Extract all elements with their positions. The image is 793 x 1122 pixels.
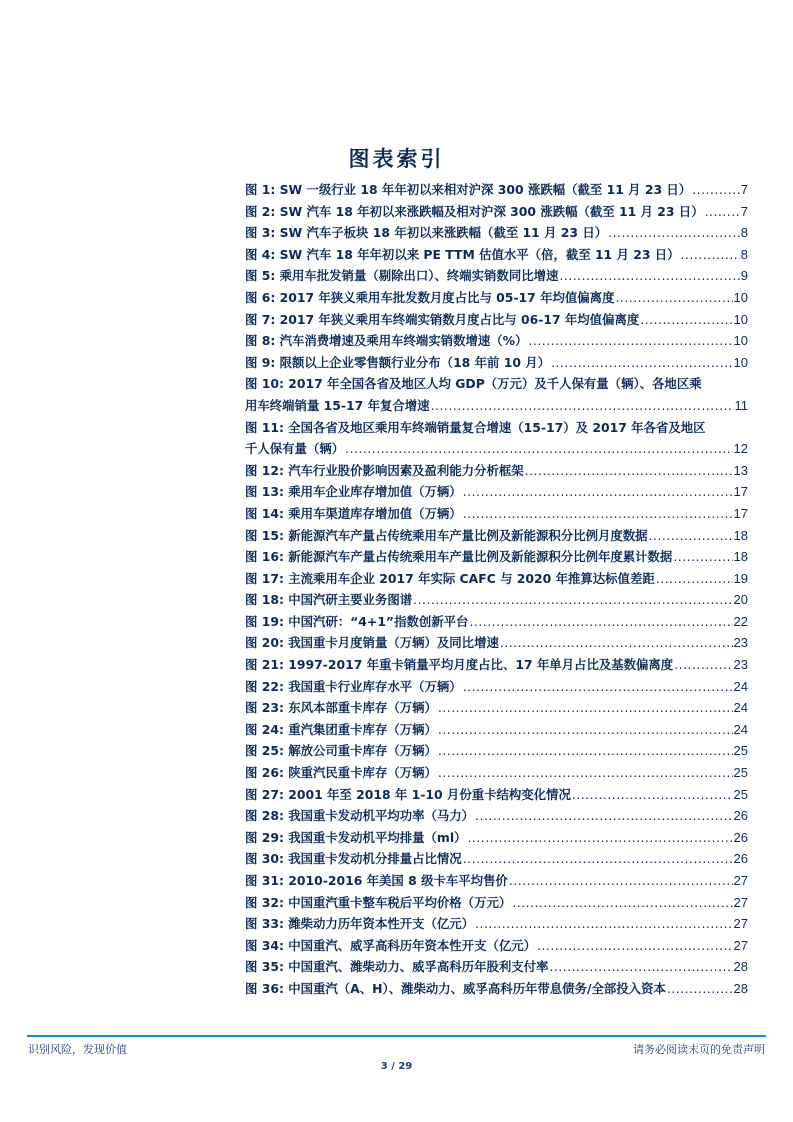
toc-entry-36[interactable] [245, 978, 748, 1000]
toc-entry-page: 10 [733, 354, 748, 370]
toc-entry-label: 图 18: 中国汽研主要业务图谱 [245, 592, 413, 608]
dot-leader [667, 978, 733, 1000]
toc-entry-label: 图 13: 乘用车企业库存增加值（万辆） [245, 484, 462, 500]
dot-leader [537, 935, 733, 957]
toc-entry-21[interactable] [245, 654, 748, 676]
toc-entry-5[interactable] [245, 265, 748, 287]
toc-entry-page: 20 [733, 592, 748, 608]
toc-entry-label: 图 19: 中国汽研：“4+1”指数创新平台 [245, 613, 469, 629]
dot-leader [463, 848, 733, 870]
dot-leader [438, 719, 733, 741]
toc-entry-page: 24 [733, 721, 748, 737]
toc-entry-29[interactable] [245, 827, 748, 849]
toc-entry-4[interactable] [245, 244, 748, 266]
toc-entry-label: 图 3: SW 汽车子板块 18 年初以来涨跌幅（截至 11 月 23 日） [245, 225, 608, 241]
footer-slogan: 识别风险，发现价值 [28, 1043, 127, 1056]
toc-entry-15[interactable] [245, 525, 748, 547]
toc-entry-28[interactable] [245, 805, 748, 827]
toc-entry-18[interactable] [245, 589, 748, 611]
dot-leader [438, 762, 733, 784]
toc-entry-label: 图 25: 解放公司重卡库存（万辆） [245, 743, 437, 759]
dot-leader [463, 503, 733, 525]
toc-entry-8[interactable] [245, 330, 748, 352]
toc-entry-page: 26 [733, 829, 748, 845]
toc-entry-page: 7 [740, 182, 748, 197]
dot-leader [413, 589, 732, 611]
toc-entry-page: 26 [733, 851, 748, 867]
toc-entry-label: 图 29: 我国重卡发动机平均排量（ml） [245, 829, 467, 845]
toc-entry-label: 图 16: 新能源汽车产量占传统乘用车产量比例及新能源积分比例年度累计数据 [245, 549, 673, 565]
toc-entry-label: 图 1: SW 一级行业 18 年年初以来相对沪深 300 涨跌幅（截至 11 月 23 日） [245, 182, 692, 197]
toc-entry-label: 图 8: 汽车消费增速及乘用车终端实销数增速（%） [245, 333, 528, 349]
toc-entry-13[interactable] [245, 481, 748, 503]
dot-leader [512, 892, 732, 914]
toc-entry-35[interactable] [245, 956, 748, 978]
dot-leader [345, 438, 732, 460]
toc-entry-label: 图 24: 重汽集团重卡库存（万辆） [245, 721, 437, 737]
dot-leader [673, 546, 732, 568]
toc-entry-page: 27 [733, 873, 748, 888]
toc-entry-2[interactable] [245, 201, 748, 223]
dot-leader [475, 913, 732, 935]
toc-entry-label: 图 31: 2010-2016 年美国 8 级卡车平均售价 [245, 873, 508, 888]
dot-leader [509, 870, 733, 892]
toc-entry-16[interactable] [245, 546, 748, 568]
toc-entry-31[interactable] [245, 870, 748, 892]
dot-leader [656, 568, 733, 590]
toc-entry-label: 图 20: 我国重卡月度销量（万辆）及同比增速 [245, 635, 499, 651]
toc-entry-page: 17 [733, 484, 748, 500]
toc-entry-1[interactable] [245, 179, 748, 201]
toc-entry-page: 27 [733, 916, 748, 932]
toc-entry-page: 25 [733, 765, 748, 781]
dot-leader [469, 611, 732, 633]
toc-entry-10[interactable] [245, 373, 748, 416]
toc-entry-page: 10 [733, 333, 748, 349]
toc-entry-label: 图 15: 新能源汽车产量占传统乘用车产量比例及新能源积分比例月度数据 [245, 527, 648, 543]
dot-leader [463, 481, 733, 503]
toc-entry-23[interactable] [245, 697, 748, 719]
toc-entry-page: 12 [733, 441, 748, 457]
toc-entry-label: 图 28: 我国重卡发动机平均功率（马力） [245, 808, 475, 824]
footer-disclaimer-link[interactable]: 请务必阅读末页的免责声明 [633, 1043, 765, 1056]
toc-entry-27[interactable] [245, 784, 748, 806]
toc-entry-26[interactable] [245, 762, 748, 784]
page-number: 3 / 29 [380, 1061, 413, 1072]
toc-entry-page: 26 [733, 808, 748, 824]
toc-entry-20[interactable] [245, 632, 748, 654]
toc-entry-label: 图 27: 2001 年至 2018 年 1-10 月份重卡结构变化情况 [245, 786, 571, 802]
toc-entry-9[interactable] [245, 352, 748, 374]
toc-entry-page: 11 [734, 397, 748, 413]
dot-leader [438, 740, 733, 762]
dot-leader [649, 525, 733, 547]
toc-entry-label: 图 9: 限额以上企业零售额行业分布（18 年前 10 月） [245, 354, 551, 370]
dot-leader [467, 827, 732, 849]
toc-entry-page: 9 [740, 268, 748, 284]
toc-entry-page: 22 [733, 613, 748, 629]
toc-entry-label: 图 32: 中国重汽重卡整车税后平均价格（万元） [245, 894, 512, 910]
toc-entry-19[interactable] [245, 611, 748, 633]
toc-entry-label: 图 5: 乘用车批发销量（剔除出口）、终端实销数同比增速 [245, 268, 559, 284]
toc-entry-page: 27 [733, 894, 748, 910]
toc-entry-page: 28 [733, 980, 748, 996]
toc-entry-11[interactable] [245, 417, 748, 460]
toc-entry-page: 18 [733, 527, 748, 543]
dot-leader [431, 395, 734, 417]
toc-entry-page: 25 [733, 786, 748, 802]
dot-leader [681, 244, 740, 266]
toc-entry-25[interactable] [245, 740, 748, 762]
dot-leader [674, 654, 732, 676]
toc-entry-33[interactable] [245, 913, 748, 935]
toc-entry-page: 19 [733, 570, 748, 586]
toc-entry-label: 图 4: SW 汽车 18 年年初以来 PE TTM 估值水平（倍，截至 11 月 23 日） [245, 246, 680, 262]
toc-entry-14[interactable] [245, 503, 748, 525]
toc-entry-label: 图 10: 2017 年全国各省及地区人均 GDP（万元）及千人保有量（辆）、各地区乘 [245, 376, 702, 392]
footer-divider [27, 1035, 766, 1037]
toc-entry-label: 图 12: 汽车行业股价影响因素及盈利能力分析框架 [245, 462, 524, 478]
toc-entry-label: 图 34: 中国重汽、威孚高科历年资本性开支（亿元） [245, 937, 537, 953]
dot-leader [705, 201, 740, 223]
dot-leader [475, 805, 732, 827]
dot-leader [692, 179, 740, 201]
toc-entry-label: 图 6: 2017 年狭义乘用车批发数月度占比与 05-17 年均值偏离度 [245, 289, 615, 305]
toc-entry-label: 图 2: SW 汽车 18 年初以来涨跌幅及相对沪深 300 涨跌幅（截至 11 月 23 日） [245, 203, 704, 219]
toc-entry-page: 10 [733, 289, 748, 305]
dot-leader [608, 222, 740, 244]
toc-entry-3[interactable] [245, 222, 748, 244]
toc-entry-label: 图 17: 主流乘用车企业 2017 年实际 CAFC 与 2020 年推算达标值差距 [245, 570, 655, 586]
page-title: 图表索引 [348, 146, 445, 171]
toc-entry-label: 图 35: 中国重汽、潍柴动力、威孚高科历年股利支付率 [245, 959, 549, 975]
toc-entry-page: 8 [740, 225, 748, 241]
toc-entry-label: 图 26: 陕重汽民重卡库存（万辆） [245, 765, 437, 781]
toc-entry-label: 图 23: 东风本部重卡库存（万辆） [245, 700, 437, 716]
dot-leader [549, 956, 732, 978]
toc-entry-label: 图 33: 潍柴动力历年资本性开支（亿元） [245, 916, 475, 932]
toc-entry-22[interactable] [245, 676, 748, 698]
dot-leader [438, 697, 733, 719]
toc-entry-6[interactable] [245, 287, 748, 309]
toc-entry-34[interactable] [245, 935, 748, 957]
toc-entry-label: 图 22: 我国重卡行业库存水平（万辆） [245, 678, 462, 694]
toc-entry-page: 13 [733, 462, 748, 478]
dot-leader [525, 460, 733, 482]
toc-entry-page: 17 [733, 505, 748, 521]
dot-leader [528, 330, 732, 352]
toc-entry-page: 23 [733, 635, 748, 651]
toc-entry-label: 图 14: 乘用车渠道库存增加值（万辆） [245, 505, 462, 521]
toc-entry-label: 图 21: 1997-2017 年重卡销量平均月度占比、17 年单月占比及基数偏离度 [245, 657, 674, 673]
toc-entry-page: 10 [733, 311, 748, 327]
toc-entry-page: 27 [733, 937, 748, 953]
toc-entry-label-continued: 千人保有量（辆） [245, 441, 345, 457]
toc-entry-page: 25 [733, 743, 748, 759]
toc-entry-page: 23 [733, 657, 748, 673]
dot-leader [572, 784, 733, 806]
toc-entry-label: 图 7: 2017 年狭义乘用车终端实销数月度占比与 06-17 年均值偏离度 [245, 311, 640, 327]
toc-entry-page: 7 [740, 203, 748, 219]
toc-entry-label: 图 11: 全国各省及地区乘用车终端销量复合增速（15-17）及 2017 年各省及地区 [245, 419, 706, 435]
toc-entry-page: 24 [733, 700, 748, 716]
dot-leader [559, 265, 739, 287]
toc-entry-page: 24 [733, 678, 748, 694]
toc-entry-30[interactable] [245, 848, 748, 870]
toc-entry-page: 8 [740, 246, 748, 262]
toc-entry-32[interactable] [245, 892, 748, 914]
toc-entry-label: 图 36: 中国重汽（A、H）、潍柴动力、威孚高科历年带息债务/全部投入资本 [245, 980, 666, 996]
toc-entry-7[interactable] [245, 309, 748, 331]
toc-entry-label-continued: 用车终端销量 15-17 年复合增速 [245, 397, 430, 413]
toc-entry-12[interactable] [245, 460, 748, 482]
dot-leader [551, 352, 732, 374]
toc-entry-page: 28 [733, 959, 748, 975]
table-of-figures [245, 179, 748, 1000]
dot-leader [640, 309, 732, 331]
toc-entry-24[interactable] [245, 719, 748, 741]
dot-leader [615, 287, 732, 309]
dot-leader [500, 632, 733, 654]
toc-entry-label: 图 30: 我国重卡发动机分排量占比情况 [245, 851, 462, 867]
toc-entry-page: 18 [733, 549, 748, 565]
toc-entry-17[interactable] [245, 568, 748, 590]
dot-leader [463, 676, 733, 698]
